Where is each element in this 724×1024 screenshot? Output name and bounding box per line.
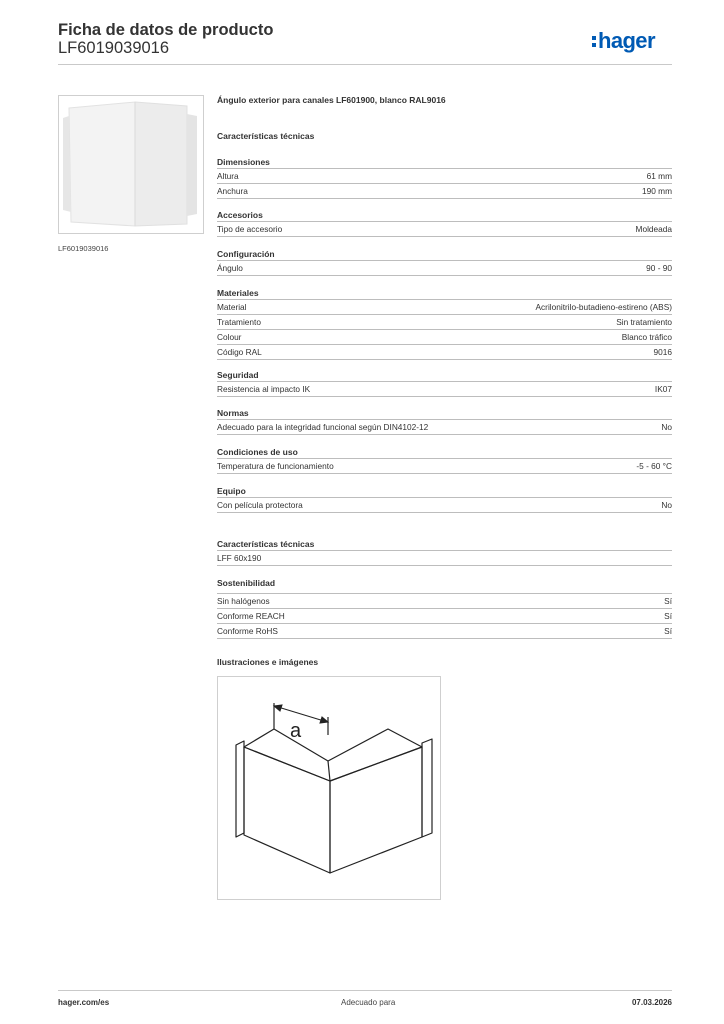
spec-row <box>217 623 672 639</box>
spec-value: 9016 <box>653 347 672 357</box>
spec-value: Blanco tráfico <box>621 332 672 342</box>
spec-row <box>217 183 672 199</box>
spec-value: -5 - 60 °C <box>636 461 672 471</box>
product-title: Ángulo exterior para canales LF601900, blanco RAL9016 <box>217 95 446 105</box>
spec-label: Adecuado para la integridad funcional según DIN4102-12 <box>217 422 429 432</box>
corner-drawing <box>218 677 440 899</box>
spec-label: Sin halógenos <box>217 596 270 606</box>
spec-row <box>217 550 672 566</box>
corner-piece-image <box>59 96 203 233</box>
spec-value: No <box>661 500 672 510</box>
spec-label: Conforme RoHS <box>217 626 278 636</box>
spec-value: Sí <box>664 626 672 636</box>
section-label: Seguridad <box>217 370 259 380</box>
section-label: Características técnicas <box>217 539 315 549</box>
spec-label: Con película protectora <box>217 500 303 510</box>
spec-value: Sí <box>664 596 672 606</box>
logo-text: hager <box>598 28 655 53</box>
spec-row <box>217 608 672 623</box>
spec-value: Moldeada <box>635 224 672 234</box>
footer-website-link[interactable]: hager.com/es <box>58 998 110 1007</box>
section-label: Condiciones de uso <box>217 447 298 457</box>
section-label: Sostenibilidad <box>217 578 276 588</box>
spec-label: LFF 60x190 <box>217 553 262 563</box>
illustrations-label: Ilustraciones e imágenes <box>217 657 319 667</box>
footer-date: 07.03.2026 <box>631 998 672 1007</box>
spec-label: Código RAL <box>217 347 262 357</box>
header-divider <box>58 64 672 65</box>
spec-row <box>217 497 672 513</box>
spec-row <box>217 458 672 474</box>
spec-row <box>217 344 672 360</box>
hager-logo <box>592 30 674 56</box>
spec-value: 90 - 90 <box>646 263 672 273</box>
spec-label: Tratamiento <box>217 317 261 327</box>
spec-row <box>217 314 672 329</box>
spec-label: Colour <box>217 332 242 342</box>
spec-value: Acrilonitrilo-butadieno-estireno (ABS) <box>535 302 672 312</box>
spec-value: IK07 <box>654 384 672 394</box>
footer-middle-text: Adecuado para <box>341 998 396 1007</box>
spec-row <box>217 419 672 435</box>
spec-label: Anchura <box>217 186 248 196</box>
spec-value: 61 mm <box>646 171 672 181</box>
logo-dots-icon <box>592 36 596 50</box>
spec-label: Tipo de accesorio <box>217 224 283 234</box>
footer-divider <box>58 990 672 991</box>
product-thumbnail <box>58 95 204 234</box>
spec-value: No <box>661 422 672 432</box>
section-label: Materiales <box>217 288 259 298</box>
spec-row <box>217 329 672 344</box>
spec-value: 190 mm <box>642 186 672 196</box>
technical-drawing <box>217 676 441 900</box>
spec-value: Sin tratamiento <box>616 317 672 327</box>
section-label: Accesorios <box>217 210 263 220</box>
spec-row <box>217 221 672 237</box>
spec-row <box>217 168 672 183</box>
spec-label: Material <box>217 302 247 312</box>
spec-label: Altura <box>217 171 239 181</box>
section-label: Dimensiones <box>217 157 270 167</box>
product-code: LF6019039016 <box>58 39 170 57</box>
spec-value: Sí <box>664 611 672 621</box>
spec-label: Temperatura de funcionamiento <box>217 461 334 471</box>
spec-label: Resistencia al impacto IK <box>217 384 311 394</box>
section-label: Configuración <box>217 249 275 259</box>
dimension-label: a <box>290 720 302 742</box>
page-title: Ficha de datos de producto <box>58 21 274 39</box>
thumbnail-caption: LF6019039016 <box>58 244 109 253</box>
spec-label: Conforme REACH <box>217 611 285 621</box>
spec-row <box>217 381 672 397</box>
section-label: Características técnicas <box>217 131 315 141</box>
section-label: Normas <box>217 408 249 418</box>
spec-row <box>217 260 672 276</box>
spec-row <box>217 593 672 608</box>
section-label: Equipo <box>217 486 246 496</box>
spec-label: Ángulo <box>217 263 243 273</box>
spec-row <box>217 299 672 314</box>
